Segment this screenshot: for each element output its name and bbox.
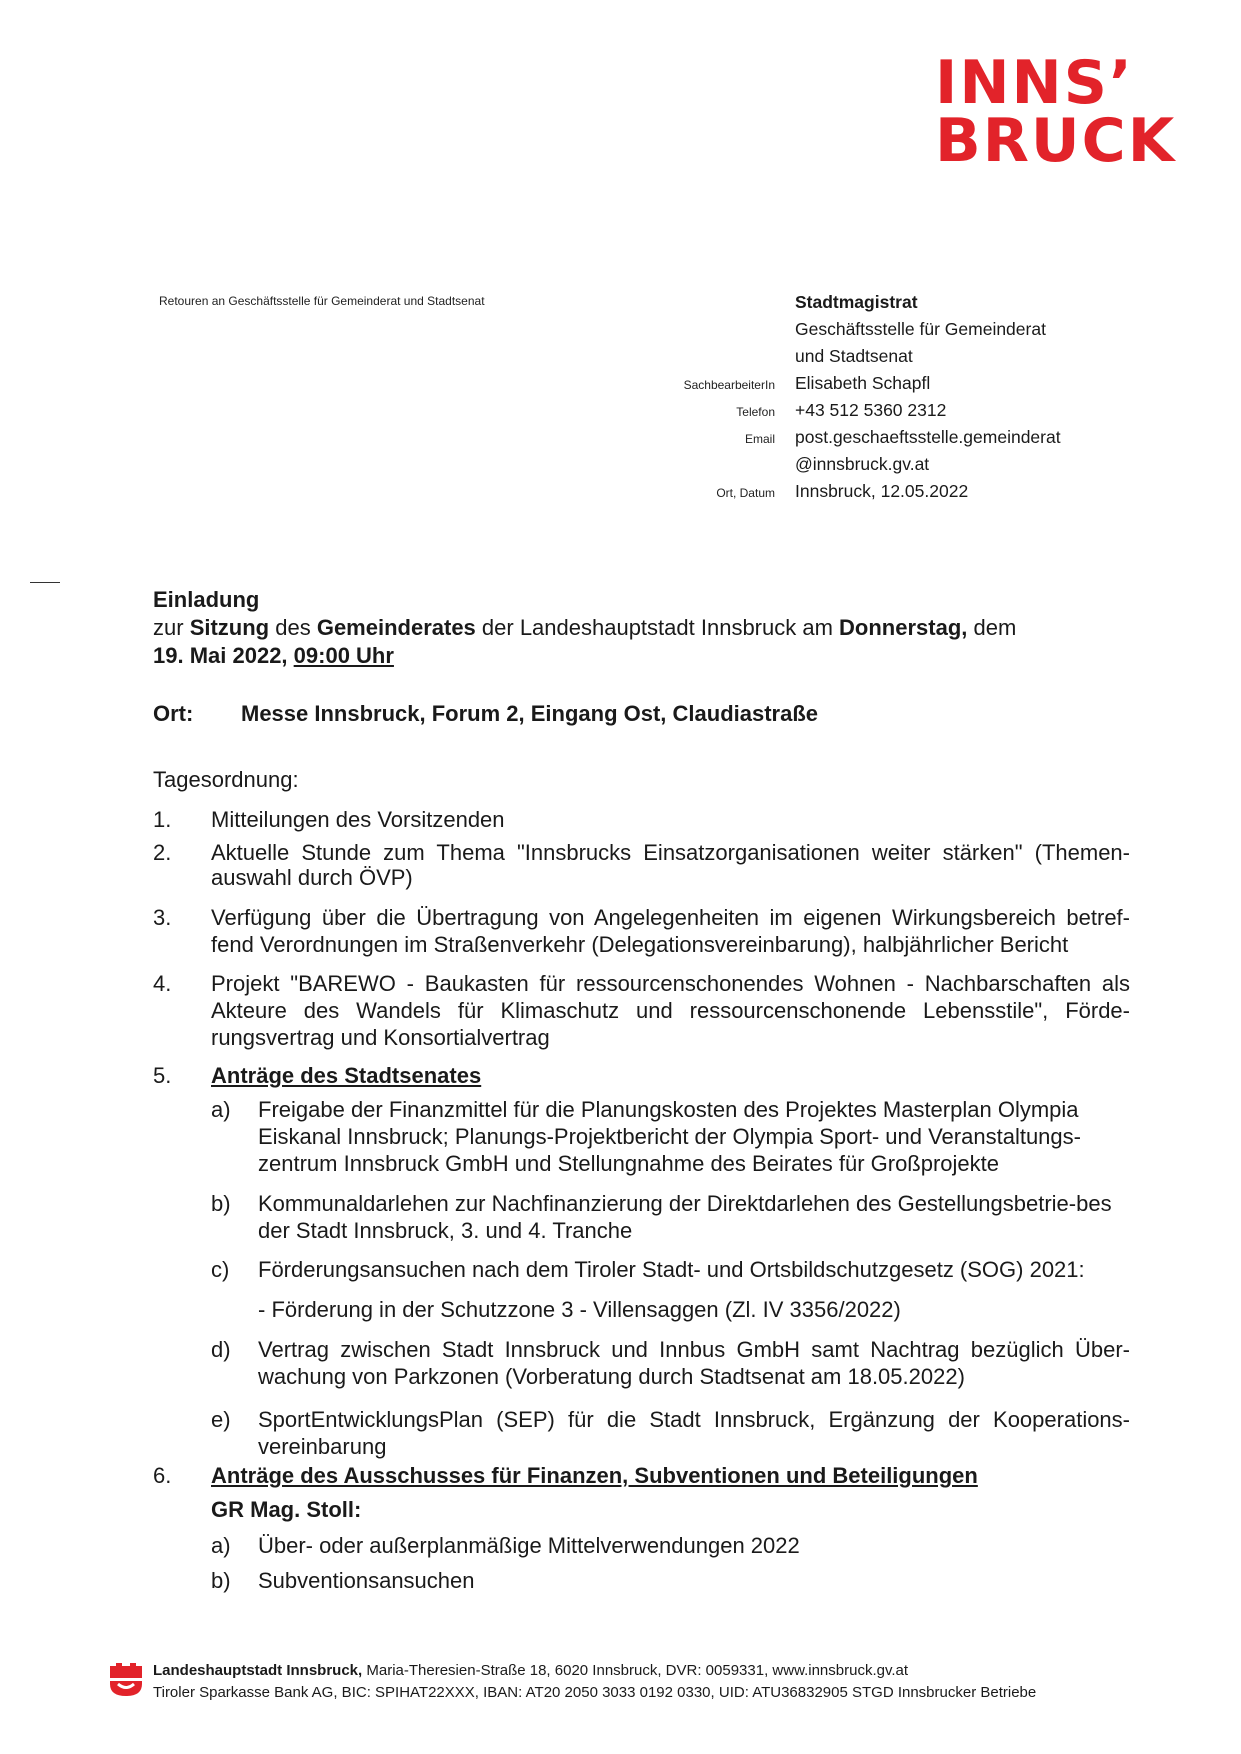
location-label: Ort:: [153, 701, 194, 726]
contact-dept-1: Geschäftsstelle für Gemeinderat: [795, 319, 1046, 339]
date-label: Ort, Datum: [716, 486, 775, 500]
agenda-item: 4. Projekt "BAREWO - Baukasten für ressourcenschonendes Wohnen - Nachbarschaften als Akteure des Wandels für Klimaschutz und ressourcenschonende Lebensstile", Förde-rungsvertrag und Konsortialvertrag: [153, 971, 1130, 1050]
agenda-item: 3. Verfügung über die Übertragung von Angelegenheiten im eigenen Wirkungsbereich betref-fend Verordnungen im Straßenverkehr (Delegationsvereinbarung), halbjährlicher Bericht: [153, 905, 1130, 957]
sub-item: d) Vertrag zwischen Stadt Innsbruck und Innbus GmbH samt Nachtrag bezüglich Über-wachung von Parkzonen (Vorberatung durch Stadtsenat am 18.05.2022): [211, 1337, 1130, 1389]
contact-dept-2: und Stadtsenat: [795, 346, 913, 366]
invitation-title: Einladung: [153, 587, 260, 612]
clerk-label: SachbearbeiterIn: [683, 378, 775, 392]
sub-item: c) Förderungsansuchen nach dem Tiroler Stadt- und Ortsbildschutzgesetz (SOG) 2021:: [211, 1257, 1085, 1282]
city-emblem-icon: [108, 1662, 144, 1698]
location-value: Messe Innsbruck, Forum 2, Eingang Ost, Claudiastraße: [241, 701, 819, 726]
sub-item: b) Kommunaldarlehen zur Nachfinanzierung der Direktdarlehen des Gestellungsbetrie-bes der Stadt Innsbruck, 3. und 4. Tranche: [211, 1191, 1112, 1243]
sub-item: b) Subventionsansuchen: [211, 1568, 475, 1593]
agenda-item: 6. Anträge des Ausschusses für Finanzen, Subventionen und Beteiligungen: [153, 1463, 978, 1488]
sub-item: a) Freigabe der Finanzmittel für die Planungskosten des Projektes Masterplan Olympia Eiskanal Innsbruck; Planungs-Projektbericht der Olympia Sport- und Veranstaltungs-zentrum Innsbruck GmbH und Stellungnahme des Beirates für Großprojekte: [211, 1097, 1081, 1176]
footer-bank: Tiroler Sparkasse Bank AG, BIC: SPIHAT22XXX, IBAN: AT20 2050 3033 0192 0330, UID: ATU36832905 STGD Innsbrucker Betriebe: [153, 1684, 1037, 1701]
invitation-line: zur Sitzung des Gemeinderates der Landeshauptstadt Innsbruck am Donnerstag, dem: [153, 615, 1017, 640]
agenda-item: 1. Mitteilungen des Vorsitzenden: [153, 807, 505, 832]
agenda-item: 5. Anträge des Stadtsenates: [153, 1063, 482, 1088]
contact-org: Stadtmagistrat: [795, 292, 918, 312]
date-value: Innsbruck, 12.05.2022: [795, 481, 969, 501]
sub-item: a) Über- oder außerplanmäßige Mittelverwendungen 2022: [211, 1533, 800, 1558]
email-label: Email: [744, 432, 775, 446]
email-value-1: post.geschaeftsstelle.gemeinderat: [795, 427, 1061, 447]
logo-line-2: BRUCK: [935, 106, 1177, 176]
footer-org: Landeshauptstadt Innsbruck,: [153, 1662, 363, 1679]
meeting-date: 19. Mai 2022,: [153, 643, 294, 668]
sub-item: - Förderung in der Schutzzone 3 - Villensaggen (Zl. IV 3356/2022): [258, 1297, 901, 1322]
agenda-item: 2. Aktuelle Stunde zum Thema "Innsbrucks Einsatzorganisationen weiter stärken" (Themen-auswahl durch ÖVP): [153, 840, 1130, 890]
logo-line-1: INNS’: [935, 48, 1134, 118]
fold-mark: [30, 582, 60, 583]
clerk-name: Elisabeth Schapfl: [795, 373, 931, 393]
footer-address: Maria-Theresien-Straße 18, 6020 Innsbruck, DVR: 0059331, www.innsbruck.gv.at: [362, 1662, 909, 1679]
footer: [153, 1660, 1036, 1704]
section-title-stadtsenat: Anträge des Stadtsenates: [211, 1063, 482, 1088]
contact-block: [620, 292, 1140, 508]
phone-value: +43 512 5360 2312: [795, 400, 947, 420]
location: [153, 700, 818, 728]
phone-label: Telefon: [736, 405, 775, 419]
sub6-heading: GR Mag. Stoll:: [211, 1497, 362, 1522]
agenda-label: Tagesordnung:: [153, 767, 299, 792]
innsbruck-logo: [935, 48, 1185, 176]
invitation-heading: [153, 586, 1103, 670]
email-value-2: @innsbruck.gv.at: [795, 454, 930, 474]
return-address: Retouren an Geschäftsstelle für Gemeinderat und Stadtsenat: [159, 294, 485, 308]
section-title-finanzen: Anträge des Ausschusses für Finanzen, Subventionen und Beteiligungen: [211, 1463, 978, 1488]
meeting-time: 09:00 Uhr: [293, 643, 394, 668]
sub-item: e) SportEntwicklungsPlan (SEP) für die Stadt Innsbruck, Ergänzung der Kooperations-vereinbarung: [211, 1407, 1130, 1459]
